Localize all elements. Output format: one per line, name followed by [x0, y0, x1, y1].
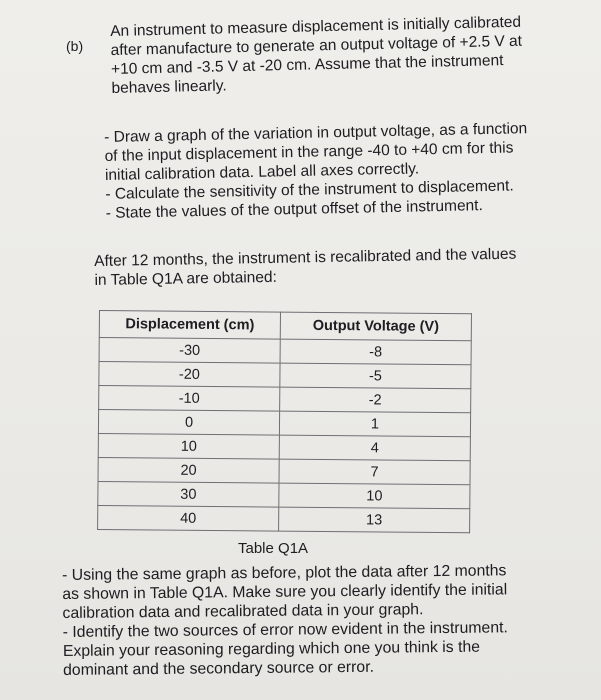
bottom-line: - Identify the two sources of error now evident in the instrument.	[62, 619, 508, 641]
table-row	[98, 457, 470, 484]
cell-displacement: 10	[98, 433, 279, 459]
table-header-row	[99, 311, 471, 341]
intro-line: behaves linearly.	[111, 77, 227, 97]
cell-voltage: 4	[279, 435, 470, 461]
recal-line: in Table Q1A are obtained:	[94, 268, 278, 289]
cell-voltage: -5	[280, 363, 471, 389]
table-row	[99, 386, 471, 413]
bottom-line: as shown in Table Q1A. Make sure you clearly identify the initial	[62, 581, 508, 603]
intro-line: after manufacture to generate an output voltage of +2.5 V at	[110, 32, 523, 59]
table-q1a	[97, 310, 472, 533]
cell-displacement: 0	[98, 410, 279, 436]
intro-line: +10 cm and -3.5 V at -20 cm. Assume that the instrument	[110, 52, 504, 78]
bottom-line: dominant and the secondary source or error.	[63, 658, 375, 679]
part-label: (b)	[66, 38, 84, 54]
bottom-instructions	[62, 561, 508, 680]
cell-voltage: 1	[279, 411, 470, 437]
recalibration-paragraph	[94, 245, 517, 290]
intro-paragraph	[110, 13, 523, 98]
task-line: - State the values of the output offset of the instrument.	[105, 197, 483, 222]
task-line: - Draw a graph of the variation in output voltage, as a function	[104, 120, 528, 146]
cell-displacement: -20	[99, 362, 280, 388]
task-line: of the input displacement in the range -40 to +40 cm for this	[104, 139, 514, 165]
cell-displacement: 40	[98, 505, 279, 531]
cell-displacement: 30	[98, 481, 279, 507]
table-row	[98, 433, 470, 460]
cell-voltage: 13	[279, 507, 470, 533]
tasks-list	[104, 119, 529, 223]
table-caption: Table Q1A	[238, 540, 309, 557]
cell-displacement: -10	[99, 386, 280, 412]
cell-voltage: 7	[279, 459, 470, 485]
data-table	[97, 310, 472, 533]
cell-voltage: 10	[279, 483, 470, 509]
cell-displacement: -30	[99, 338, 280, 364]
bottom-line: calibration data and recalibrated data in your graph.	[62, 601, 424, 622]
cell-voltage: -8	[280, 339, 471, 365]
header-output-voltage: Output Voltage (V)	[280, 312, 471, 341]
bottom-line: - Using the same graph as before, plot the data after 12 months	[62, 562, 507, 584]
cell-displacement: 20	[98, 457, 279, 483]
table-row	[98, 410, 470, 437]
header-displacement: Displacement (cm)	[99, 311, 280, 340]
task-line: initial calibration data. Label all axes correctly.	[104, 160, 420, 184]
intro-line: An instrument to measure displacement is initially calibrated	[110, 13, 522, 40]
task-line: - Calculate the sensitivity of the instrument to displacement.	[105, 177, 514, 203]
recal-line: After 12 months, the instrument is recalibrated and the values	[94, 245, 517, 270]
bottom-line: Explain your reasoning regarding which one you think is the	[62, 638, 481, 660]
table-row	[98, 481, 470, 508]
table-row	[98, 505, 470, 532]
table-row	[99, 362, 471, 389]
table-row	[99, 338, 471, 365]
cell-voltage: -2	[280, 387, 471, 413]
